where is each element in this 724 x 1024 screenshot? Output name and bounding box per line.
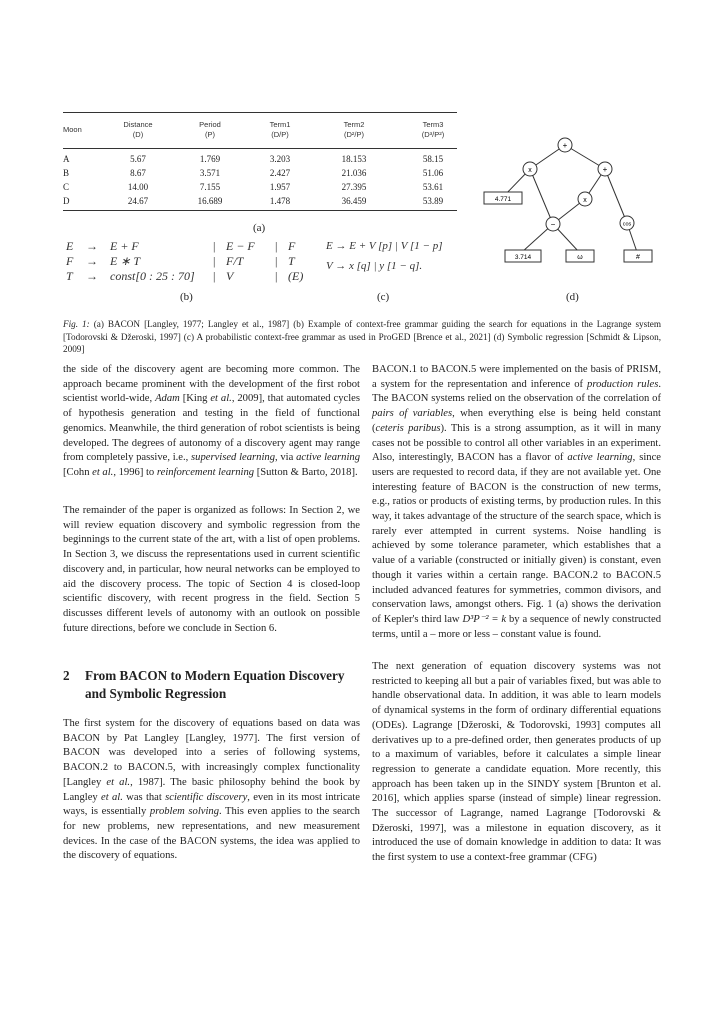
- node-label: x: [583, 197, 587, 204]
- header-label: Term1: [269, 120, 291, 129]
- tree-node-cos: [620, 216, 634, 230]
- left-paragraph-1: [63, 363, 360, 481]
- tree-node-x-left: [523, 162, 537, 176]
- grammar-lhs: E: [66, 239, 74, 253]
- node-label: ω: [577, 254, 583, 261]
- header-label: Term2: [343, 120, 365, 129]
- table-cell: 14.00: [127, 182, 149, 192]
- emph-span: pairs of variables: [372, 408, 453, 420]
- node-label: +: [562, 141, 568, 150]
- text-span: . This even applies to the search for new problems, new representations, and new measurement devices. In the case of the BACON systems, the idea was applied to the discovery of equations.: [63, 806, 360, 862]
- text-span: , 1987]. The basic philosophy behind the book by Langley: [63, 776, 360, 803]
- table-top-rule: [63, 112, 457, 113]
- table-cell: 2.427: [269, 168, 291, 178]
- text-span: . The BACON systems relied on the observation of the correlation of: [372, 378, 662, 405]
- tree-node-hash: [624, 250, 652, 262]
- grammar-b: [66, 239, 336, 285]
- emph-span: et al.: [106, 776, 131, 788]
- table-cell: A: [63, 154, 70, 164]
- right-paragraph-1: [372, 363, 661, 642]
- tree-node-plus-right: [598, 162, 612, 176]
- tree-node-x-right: [578, 192, 592, 206]
- emph-span: D³P⁻² = k: [462, 613, 507, 625]
- grammar-alt: F: [288, 239, 296, 253]
- grammar-alt: E − F: [226, 239, 255, 253]
- emph-span: problem solving: [149, 806, 220, 818]
- grammar-bar: |: [275, 254, 278, 268]
- table-cell: 53.61: [422, 182, 444, 192]
- node-label: −: [550, 220, 556, 229]
- figure-caption: [63, 318, 661, 356]
- table-cell: D: [63, 196, 70, 206]
- emph-span: Adam: [155, 393, 180, 405]
- grammar-bar: |: [213, 269, 216, 283]
- grammar-alt: E ∗ T: [110, 254, 141, 268]
- panel-label-d: (d): [566, 291, 579, 303]
- emph-span: reinforcement learning: [156, 466, 255, 478]
- table-cell: 1.478: [269, 196, 291, 206]
- section-title: From BACON to Modern Equation Discovery and Symbolic Regression: [85, 668, 345, 701]
- text-span: by a sequence of newly constructed terms, until a – more or less – constant value is found.: [372, 613, 661, 640]
- emph-span: production rules: [587, 378, 659, 390]
- table-cell: 53.89: [422, 196, 444, 206]
- node-label: cos: [622, 221, 632, 228]
- tree-node-constant-3714: [505, 250, 541, 262]
- grammar-alt: F/T: [226, 254, 244, 268]
- table-header-term3: [403, 120, 463, 140]
- table-cell: 16.689: [197, 196, 223, 206]
- text-span: [Cohn: [63, 466, 93, 478]
- text-span: [Sutton & Barto, 2018].: [254, 466, 358, 478]
- emph-span: active learning: [567, 452, 633, 464]
- tree-edges: [503, 145, 637, 252]
- header-sub: (D³/P²): [421, 130, 445, 139]
- table-header-distance: [108, 120, 168, 140]
- table-cell: 27.395: [341, 182, 367, 192]
- grammar-alt: E + F: [110, 239, 139, 253]
- header-label: Period: [199, 120, 221, 129]
- grammar-lhs: T: [66, 269, 73, 283]
- left-paragraph-3: [63, 717, 360, 864]
- paragraph-text: The next generation of equation discovery systems was not restricted to keeping all but a pair of variables fixed, but was able to handle observational data. In addition, it was able to learn models of dynamical systems in the form of ordinary differential equations (ODEs). Lagrange [Džeroski, & Todorovski, 1993] computes all derivatives up to a pre-defined order, then generates products of up to a maximum of variables, before it calculates a simple linear regression to generate a candidate equation. More recently, this approach has been taken up in the SINDY system [Brunton et al. 2016], which applies sparse (instead of simple) linear regression. The successor of Lagrange, named Lagrange [Todorovski & Džeroski, 1997], was a milestone in equation discovery, as it introduced the use of domain knowledge in addition to data: It was the first system to use a context-free grammar (CFG): [372, 661, 661, 864]
- text-span: [King: [179, 393, 211, 405]
- table-cell: 21.036: [341, 168, 367, 178]
- tree-node-plus-root: [558, 138, 572, 152]
- emph-span: supervised learning: [191, 452, 275, 464]
- header-sub: (D²/P): [344, 130, 364, 139]
- table-header-term2: [324, 120, 384, 140]
- header-sub: (D): [132, 130, 144, 139]
- right-paragraph-2: [372, 660, 661, 866]
- text-span: BACON.1 to BACON.5 were implemented on the basis of PRISM, a system for the representation and inference of: [372, 364, 661, 390]
- emph-span: et al.: [101, 791, 123, 803]
- tree-edge: [605, 169, 627, 223]
- emph-span: active learning: [296, 452, 361, 464]
- panel-label-a: (a): [253, 222, 266, 234]
- node-label: 4.771: [494, 196, 512, 203]
- text-span: , when everything else is being held constant (: [372, 408, 661, 434]
- paragraph-text: The remainder of the paper is organized as follows: In Section 2, we will review equation discovery and symbolic regression from the beginnings to the current state of the art, with a list of open problems. In Section 3, we discuss the representations used in current scientific discovery and, in particular, how neural networks can be employed to aid the discovery process. The topic of Section 4 is closed-loop scientific discovery, with recent progress in the field. Section 5 discusses different levels of autonomy with an outlook on possible future directions, before we conclude in Section 6.: [63, 505, 360, 634]
- table-bottom-rule: [63, 210, 457, 211]
- expression-tree: [478, 126, 678, 274]
- text-span: the side of the discovery agent are becoming more common. The approach became prominent with the development of the first robot scientist world-wide,: [63, 364, 360, 405]
- header-label: Term3: [422, 120, 444, 129]
- table-cell: C: [63, 182, 70, 192]
- grammar-alt: (E): [288, 269, 304, 283]
- table-cell: 8.67: [130, 168, 146, 178]
- grammar-bar: |: [275, 269, 278, 283]
- grammar-arrow: →: [86, 269, 98, 283]
- text-span: , 1996] to: [113, 466, 157, 478]
- grammar-bar: |: [213, 239, 216, 253]
- header-label: Distance: [123, 120, 153, 129]
- panel-label-b: (b): [180, 291, 193, 303]
- grammar-alt: V: [226, 269, 234, 283]
- left-paragraph-2: [63, 504, 360, 636]
- tree-edge: [530, 169, 553, 224]
- table-header-rule: [63, 148, 457, 149]
- table-cell: 1.769: [199, 154, 221, 164]
- text-span: was that: [122, 791, 166, 803]
- grammar-c-line1: E → E + V [p] | V [1 − p]: [326, 240, 443, 252]
- grammar-c-line2: V → x [q] | y [1 − q].: [326, 260, 423, 272]
- node-label: 3.714: [514, 254, 532, 261]
- text-span: , since users are requested to record data, if they are not available yet. One interesting feature of BACON is the construction of new terms, e.g., ratios or products of existing terms, by production rules. In this way, it takes advantage of the structure of the search space, which is rarely ever attempted in current systems. Noise handling is achieved by some tolerance parameter, which establishes that a value of a variable (constructed or initially given) is constant, even though it varies within a certain range. BACON.2 to BACON.5 included advanced features for symmetries, common divisors, and conservation laws, amongst others. Fig. 1 (a) shows the derivation of Kepler's third law: [372, 452, 661, 625]
- table-header-term1: [250, 120, 310, 140]
- grammar-arrow: →: [86, 239, 98, 253]
- text-span: ). This is a strong assumption, as it will in many cases not be possible to control all other variables in an experiment. Also, interestingly, BACON has a flavor of: [372, 422, 661, 464]
- header-sub: (P): [205, 130, 215, 139]
- header-label: Moon: [63, 125, 82, 134]
- table-cell: B: [63, 168, 70, 178]
- table-header-moon: [63, 125, 103, 135]
- text-span: The first system for the discovery of equations based on data was BACON by Pat Langley [Langley, 1977]. The first version of BACON was developed into a series of following systems, BACON.2 to BACON.5, with increasingly complex functionality [Langley: [63, 718, 360, 788]
- grammar-bar: |: [275, 239, 278, 253]
- emph-span: ceteris paribus: [375, 422, 441, 434]
- tree-node-omega: [566, 250, 594, 262]
- text-span: , even in its most intricate ways, is essentially: [63, 791, 361, 818]
- panel-label-c: (c): [377, 291, 390, 303]
- grammar-alt: const[0 : 25 : 70]: [110, 269, 195, 283]
- node-label: x: [528, 167, 532, 174]
- table-cell: 1.957: [269, 182, 291, 192]
- caption-fig-label: Fig. 1:: [63, 319, 90, 329]
- table-cell: 5.67: [130, 154, 146, 164]
- emph-span: scientific discovery: [165, 791, 248, 803]
- table-header-period: [180, 120, 240, 140]
- grammar-bar: |: [213, 254, 216, 268]
- text-span: , 2009], that automated cycles of hypothesis generation and testing in the field of functional genomics. Meanwhile, the third generation of robot scientists is being developed. The degrees of autonomy of a discovery agent may range from completely passive, i.e.,: [63, 393, 360, 464]
- node-label: #: [636, 254, 640, 261]
- table-cell: 3.571: [199, 168, 221, 178]
- table-cell: 36.459: [341, 196, 367, 206]
- node-label: +: [602, 165, 608, 174]
- emph-span: et al.: [92, 466, 114, 478]
- caption-text: (a) BACON [Langley, 1977; Langley et al., 1987] (b) Example of context-free grammar guiding the search for equations in the Lagrange system [Todorovski & Džeroski, 1997] (c) A probabilistic context-free grammar as used in ProGED [Brence et al., 2021] (d) Symbolic regression [Schmidt & Lipson, 2009]: [63, 319, 662, 355]
- section-number: 2: [63, 668, 70, 683]
- table-cell: 3.203: [269, 154, 291, 164]
- grammar-lhs: F: [66, 254, 74, 268]
- grammar-arrow: →: [86, 254, 98, 268]
- table-cell: 58.15: [422, 154, 444, 164]
- tree-node-minus: [546, 217, 560, 231]
- table-cell: 18.153: [341, 154, 367, 164]
- grammar-alt: T: [288, 254, 295, 268]
- emph-span: et al.: [210, 393, 232, 405]
- table-cell: 7.155: [199, 182, 221, 192]
- text-span: , via: [275, 452, 297, 464]
- header-sub: (D/P): [271, 130, 289, 139]
- table-cell: 24.67: [127, 196, 149, 206]
- tree-node-constant-4771: [484, 192, 522, 204]
- table-cell: 51.06: [422, 168, 444, 178]
